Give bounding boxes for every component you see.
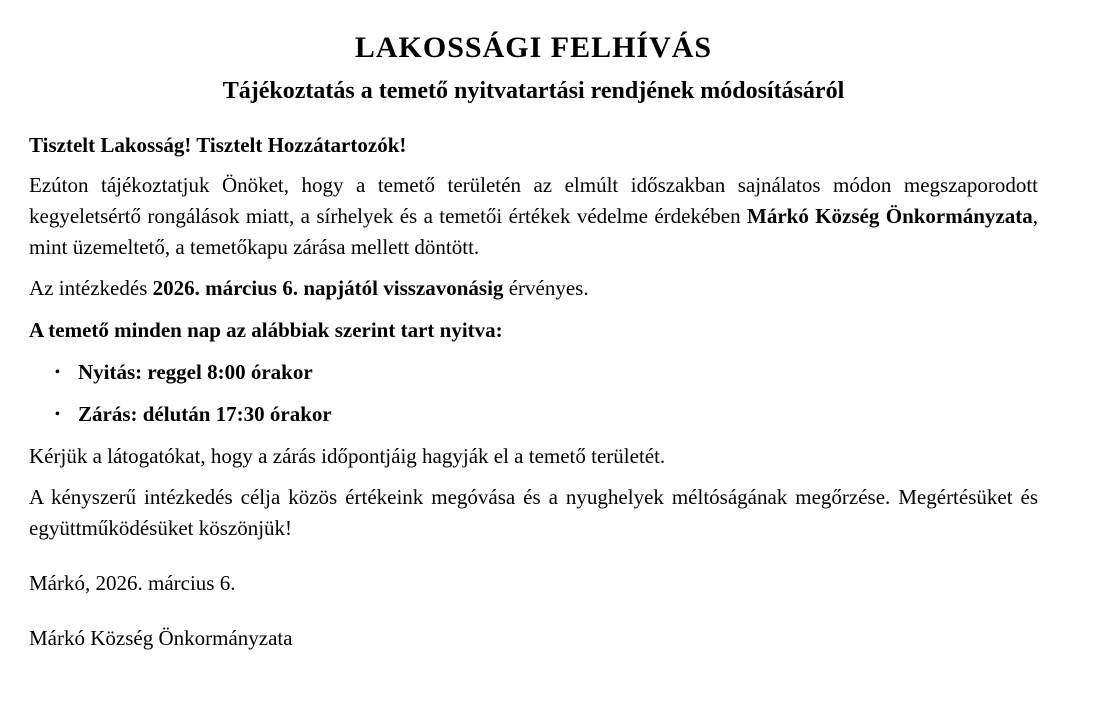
opening-hours-list — [29, 357, 1038, 430]
closing-time-text: Zárás: délután 17:30 órakor — [78, 402, 332, 426]
place-and-date: Márkó, 2026. március 6. — [29, 571, 236, 595]
closing-time-item — [29, 399, 1038, 430]
validity-text-start: Az intézkedés — [29, 276, 153, 300]
opening-time-item — [29, 357, 1038, 388]
notice-subtitle: Tájékoztatás a temető nyitvatartási rendjének módosításáról — [222, 78, 845, 104]
bullet-icon: • — [55, 365, 60, 380]
bullet-icon: • — [55, 407, 60, 422]
intro-text-end: , mint üzemeltető, a temetőkapu zárása mellett döntött. — [29, 204, 1038, 259]
intro-paragraph — [29, 170, 1038, 263]
validity-paragraph — [29, 273, 1038, 304]
signature: Márkó Község Önkormányzata — [29, 626, 293, 650]
operator-name: Márkó Község Önkormányzata — [747, 204, 1033, 228]
opening-hours-heading: A temető minden nap az alábbiak szerint tart nyitva: — [29, 318, 503, 342]
greeting: Tisztelt Lakosság! Tisztelt Hozzátartozók! — [29, 133, 407, 157]
validity-text-end: érvényes. — [503, 276, 589, 300]
opening-time-text: Nyitás: reggel 8:00 órakor — [78, 360, 313, 384]
intro-text-start: Ezúton tájékoztatjuk Önöket, hogy a temető területén az elmúlt időszakban sajnálatos módon megszaporodott kegyeletsértő rongálások miatt, a sírhelyek és a temetői értékek védelme érdekében — [29, 173, 1038, 228]
visitor-request: Kérjük a látogatókat, hogy a zárás időpontjáig hagyják el a temető területét. — [29, 444, 666, 468]
notice-title: LAKOSSÁGI FELHÍVÁS — [354, 31, 713, 64]
closing-paragraph: A kényszerű intézkedés célja közös értékeink megóvása és a nyughelyek méltóságának megőrzése. Megértésüket és együttműködésüket köszönjük! — [29, 485, 1038, 540]
validity-date: 2026. március 6. napjától visszavonásig — [152, 276, 504, 300]
